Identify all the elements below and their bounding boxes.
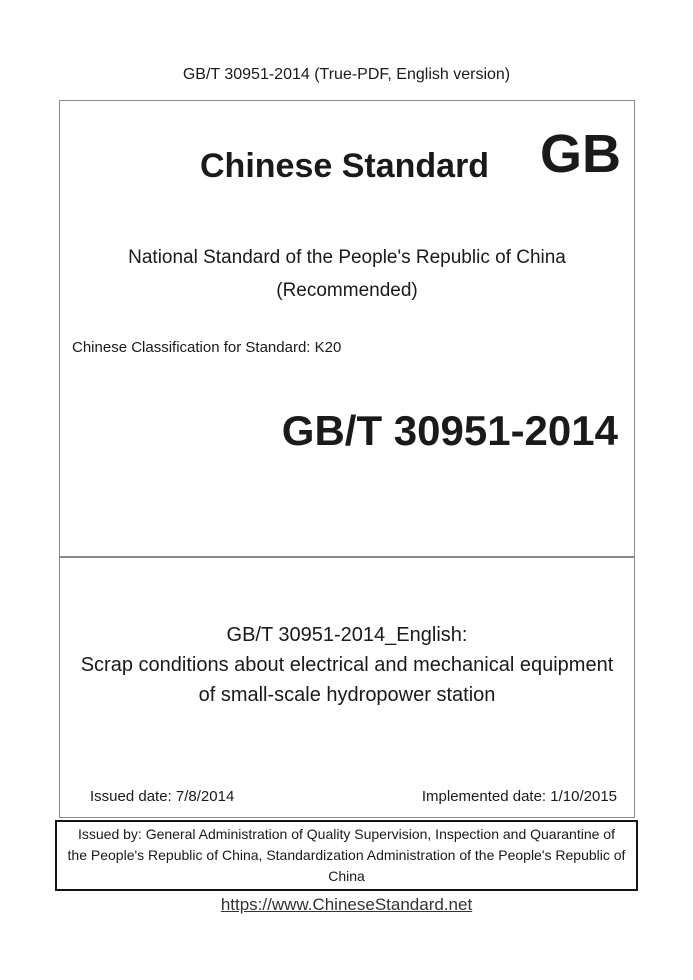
cover-top-box (59, 100, 635, 557)
page-header-title: GB/T 30951-2014 (True-PDF, English version) (182, 66, 511, 83)
english-title-line-2: Scrap conditions about electrical and mechanical equipment (80, 654, 614, 676)
standard-number: GB/T 30951-2014 (281, 407, 618, 454)
gb-logo: GB (540, 124, 621, 184)
national-standard-line: National Standard of the People's Republic of China (128, 247, 566, 268)
recommended-line: (Recommended) (276, 280, 418, 301)
english-title-block (60, 620, 634, 710)
classification-line: Chinese Classification for Standard: K20 (72, 339, 342, 356)
website-link[interactable]: https://www.ChineseStandard.net (220, 895, 473, 914)
issued-by-line-1: Issued by: General Administration of Quality Supervision, Inspection and Quarantine of (78, 826, 615, 842)
issued-by-box (55, 820, 638, 891)
implemented-date: Implemented date: 1/10/2015 (421, 788, 617, 805)
issued-date: Issued date: 7/8/2014 (90, 788, 235, 805)
dates-row (90, 788, 617, 805)
brand-title: Chinese Standard (200, 147, 490, 185)
cover-middle-box (59, 557, 635, 818)
issued-by-line-3: China (328, 868, 365, 884)
issued-by-line-2: the People's Republic of China, Standardization Administration of the People's Republic of (67, 847, 626, 863)
english-title-line-3: of small-scale hydropower station (198, 684, 496, 706)
english-title-line-1: GB/T 30951-2014_English: (226, 624, 468, 646)
